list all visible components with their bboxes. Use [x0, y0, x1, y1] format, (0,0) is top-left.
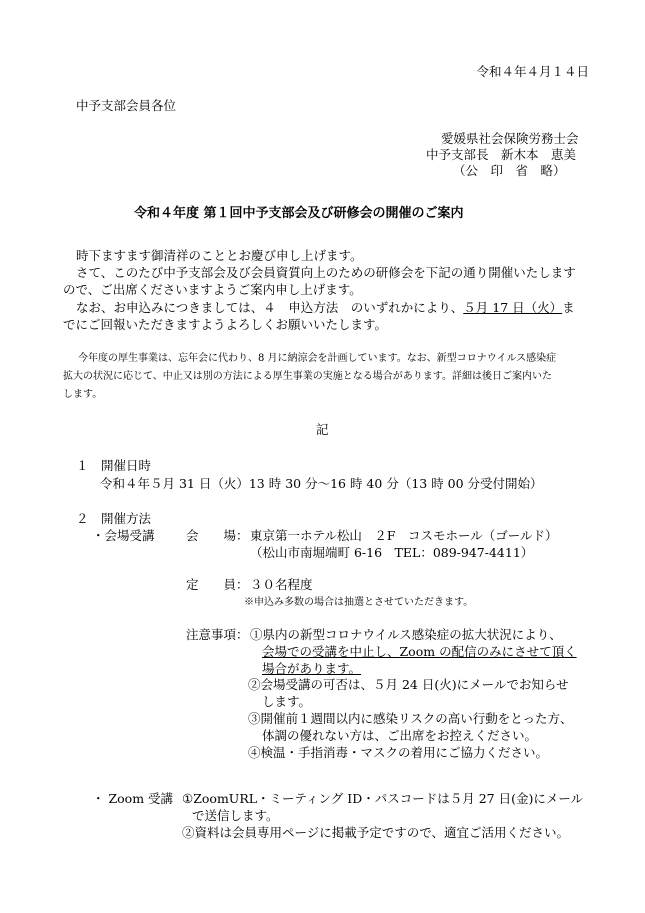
caution-2-line-2: します。: [262, 694, 312, 709]
note-line-2: 拡大の状況に応じて、中止又は別の方法による厚生事業の実施となる場合があります。詳細は後日ご案内いた: [63, 371, 552, 382]
zoom-1-line-1: ①ZoomURL・ミーティング ID・パスコードは５月 27 日(金)にメール: [182, 791, 584, 806]
ki-heading: 記: [316, 422, 329, 437]
zoom-1-line-2: で送信します。: [192, 808, 279, 823]
deadline-prefix: なお、お申込みにつきましては、４ 申込方法 のいずれかにより、: [76, 300, 464, 315]
seal-omitted-note: （公 印 省 略）: [453, 163, 566, 178]
document-title: 令和４年度 第１回中予支部会及び研修会の開催のご案内: [134, 206, 464, 221]
sender-name: 中予支部長 新木本 恵美: [426, 147, 577, 162]
capacity-label: 定 員：: [186, 577, 249, 592]
note-line-1: 今年度の厚生事業は、忘年会に代わり、8 月に納涼会を計画しています。なお、新型コロナウイルス感染症: [78, 353, 557, 364]
zoom-2: ②資料は会員専用ページに掲載予定ですので、適宜ご活用ください。: [182, 825, 570, 840]
caution-2-line-1: ②会場受講の可否は、５月 24 日(火)にメールでお知らせ: [248, 677, 569, 692]
caution-3-line-2: 体調の優れない方は、ご出席をお控えください。: [262, 728, 538, 743]
caution-1-line-1: ①県内の新型コロナウイルス感染症の拡大状況により、: [250, 627, 562, 642]
recipient: 中予支部会員各位: [76, 98, 177, 113]
document-date: 令和４年４月１４日: [476, 64, 589, 79]
place-address: （松山市南堀端町 6-16 TEL：089-947-4411）: [250, 545, 534, 560]
caution-1-line-2: 会場での受講を中止し、Zoom の配信のみにさせて頂く: [262, 644, 577, 659]
caution-4: ④検温・手指消毒・マスクの着用にご協力ください。: [248, 745, 549, 760]
greeting-paragraph: 時下ますます御清祥のこととお慶び申し上げます。: [76, 248, 363, 263]
note-line-3: します。: [63, 389, 103, 400]
caution-3-line-1: ③開催前１週間以内に感染リスクの高い行動をとった方、: [248, 711, 573, 726]
deadline-suffix: ま: [562, 300, 575, 315]
venue-attendance-label: ・会場受講: [92, 528, 155, 543]
deadline-line: [76, 300, 575, 316]
intro-line-1: さて、このたび中予支部会及び会員資質向上のための研修会を下記の通り開催いたします: [76, 265, 576, 280]
place-label: 会 場：: [186, 528, 249, 543]
sender-organization: 愛媛県社会保険労務士会: [441, 131, 579, 146]
deadline-line-2: でにご回報いただきますようよろしくお願いいたします。: [63, 317, 388, 332]
zoom-attendance-label: ・ Zoom 受講: [92, 791, 174, 806]
capacity-value: ３０名程度: [250, 577, 313, 592]
section2-heading: ２ 開催方法: [76, 511, 152, 526]
deadline-date: ５月 17 日（火）: [463, 300, 563, 315]
section1-detail: 令和４年５月 31 日（火）13 時 30 分～16 時 40 分（13 時 00 分受付開始）: [100, 476, 543, 491]
place-value: 東京第一ホテル松山 ２F コスモホール（ゴールド）: [250, 528, 558, 543]
caution-1-line-3: 場合があります。: [262, 661, 362, 676]
capacity-note: ※申込み多数の場合は抽選とさせていただきます。: [244, 597, 474, 608]
section1-heading: １ 開催日時: [76, 458, 152, 473]
intro-line-2: ので、ご出席くださいますようご案内申し上げます。: [63, 282, 362, 297]
caution-label: 注意事項：: [186, 627, 249, 642]
